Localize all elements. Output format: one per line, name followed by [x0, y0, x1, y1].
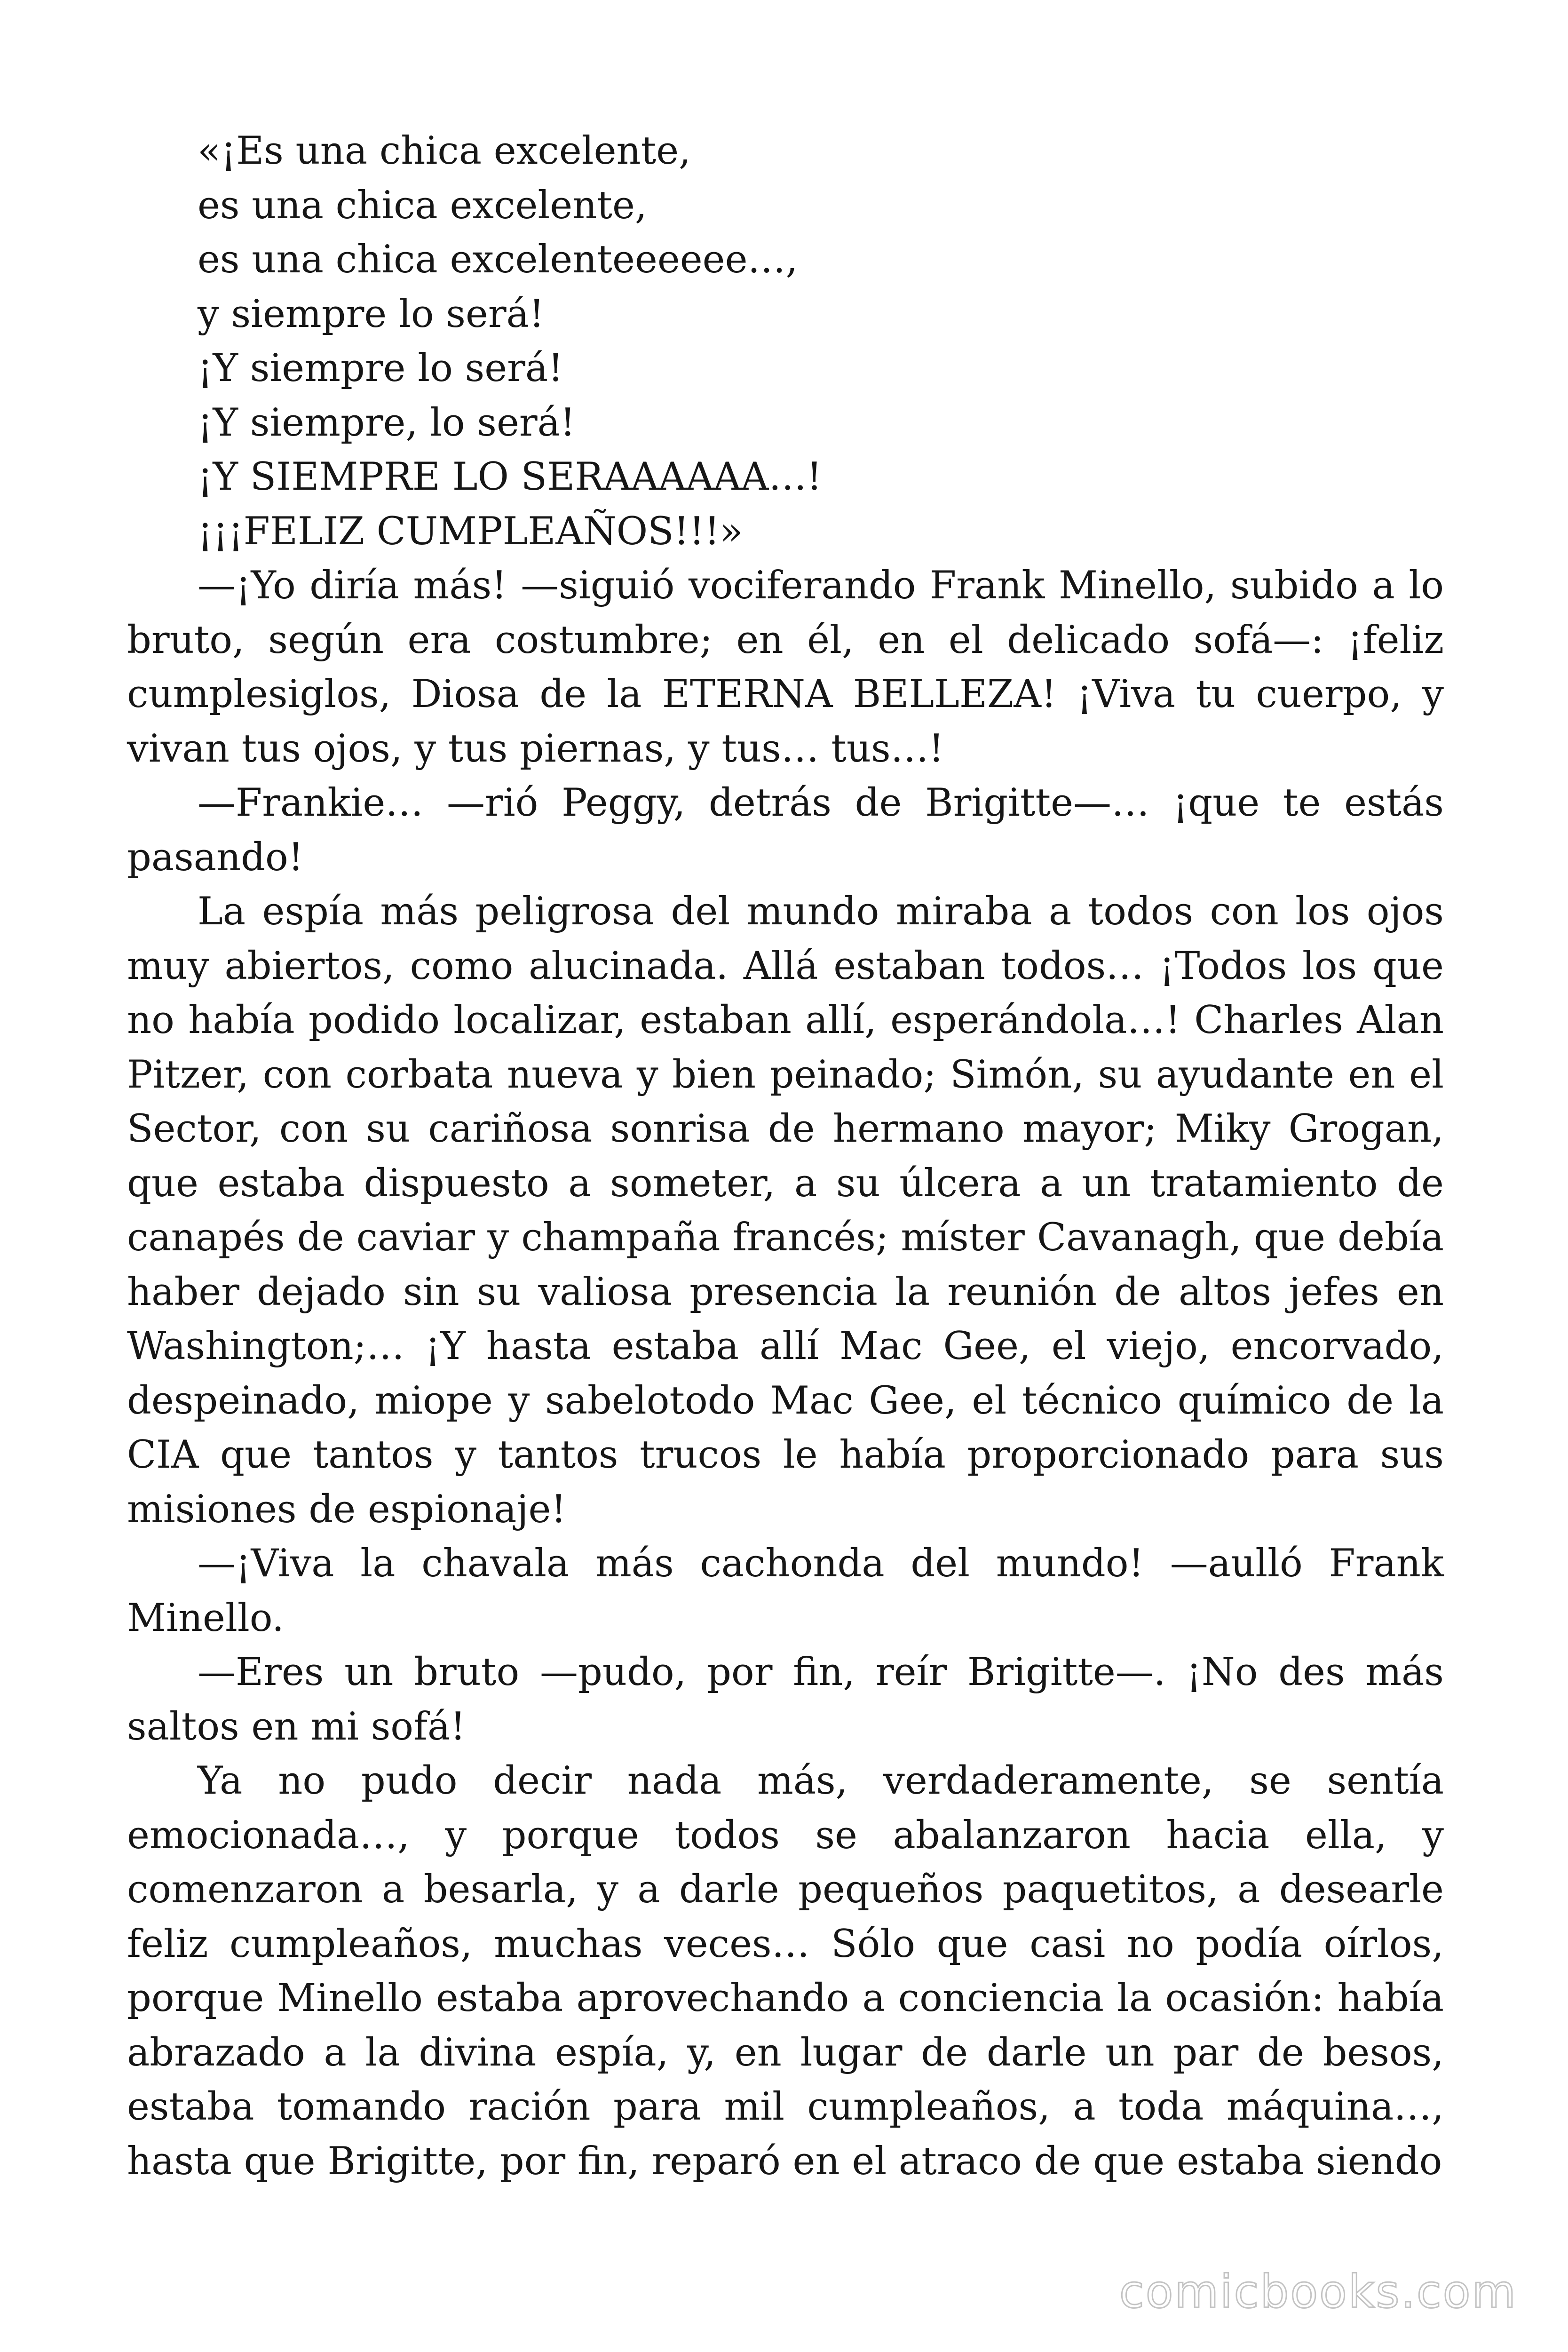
song-line: ¡Y SIEMPRE LO SERAAAAAA…!	[198, 455, 822, 499]
book-page	[127, 124, 1444, 2189]
song-line: ¡Y siempre lo será!	[198, 346, 563, 390]
song-line: es una chica excelenteeeeee…,	[198, 238, 798, 282]
paragraph-hugs: Ya no pudo decir nada más, verdaderamente, se sentía emocionada…, y porque todos se abalanzaron hacia ella, y comenzaron a besarla, y a darle pequeños paquetitos, a desearle feliz cumpleaños, muchas veces… Sólo que casi no podía oírlos, porque Minello estaba aprovechando a conciencia la ocasión: había abrazado a la divina espía, y, en lugar de darle un par de besos, estaba tomando ración para mil cumpleaños, a toda máquina…, hasta que Brigitte, por fin, reparó en el atraco de que estaba siendo	[127, 1759, 1444, 2184]
paragraph-peggy: —Frankie… —rió Peggy, detrás de Brigitte—… ¡que te estás pasando!	[127, 781, 1444, 880]
paragraph-minello-howl: —¡Viva la chavala más cachonda del mundo! —aulló Frank Minello.	[127, 1542, 1444, 1640]
song-line: y siempre lo será!	[198, 292, 545, 336]
watermark-logo: comicbooks.com	[1119, 2265, 1517, 2318]
song-line: ¡Y siempre, lo será!	[198, 400, 576, 445]
song-line: es una chica excelente,	[198, 183, 647, 228]
song-verse	[127, 124, 1444, 559]
song-line: ¡¡¡FELIZ CUMPLEAÑOS!!!»	[198, 509, 743, 554]
paragraph-guests: La espía más peligrosa del mundo miraba a todos con los ojos muy abiertos, como alucinada. Allá estaban todos… ¡Todos los que no había podido localizar, estaban allí, esperándola…! Charles Alan Pitzer, con corbata nueva y bien peinado; Simón, su ayudante en el Sector, con su cariñosa sonrisa de hermano mayor; Miky Grogan, que estaba dispuesto a someter, a su úlcera a un tratamiento de canapés de caviar y champaña francés; míster Cavanagh, que debía haber dejado sin su valiosa presencia la reunión de altos jefes en Washington;… ¡Y hasta estaba allí Mac Gee, el viejo, encorvado, despeinado, miope y sabelotodo Mac Gee, el técnico químico de la CIA que tantos y tantos trucos le había proporcionado para sus misiones de espionaje!	[127, 890, 1444, 1532]
song-line: «¡Es una chica excelente,	[198, 129, 691, 173]
paragraph-brigitte-laugh: —Eres un bruto —pudo, por fin, reír Brigitte—. ¡No des más saltos en mi sofá!	[127, 1650, 1444, 1749]
paragraph-minello-toast: —¡Yo diría más! —siguió vociferando Frank Minello, subido a lo bruto, según era costumbre; en él, en el delicado sofá—: ¡feliz cumplesiglos, Diosa de la ETERNA BELLEZA! ¡Viva tu cuerpo, y vivan tus ojos, y tus piernas, y tus… tus…!	[127, 564, 1444, 771]
